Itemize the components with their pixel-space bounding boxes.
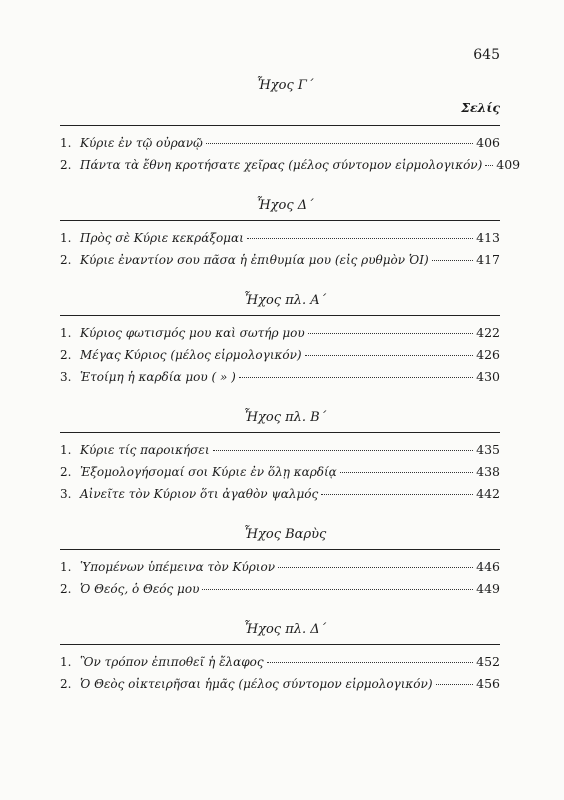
list-item (60, 154, 521, 176)
dot-leader (206, 143, 473, 144)
dot-leader (436, 684, 474, 685)
mode-heading: Ἦχος Γ΄ (256, 78, 314, 93)
mode-section (60, 198, 500, 271)
list-item (60, 483, 500, 505)
item-number: 2. (60, 158, 72, 172)
item-title: Ὃν τρόπον ἐπιποθεῖ ἡ ἔλαφος (80, 655, 264, 669)
dot-leader (305, 355, 474, 356)
item-number: 2. (60, 348, 72, 362)
dot-leader (239, 377, 473, 378)
item-page: 449 (476, 581, 500, 596)
list-item (60, 366, 500, 388)
mode-heading: Ἦχος πλ. Δ΄ (243, 622, 327, 637)
item-page: 417 (476, 252, 500, 267)
list-item (60, 227, 500, 249)
dot-leader (202, 589, 473, 590)
list-item (60, 322, 500, 344)
list-item (60, 439, 500, 461)
item-number: 1. (60, 655, 72, 669)
page-number: 645 (473, 47, 500, 63)
mode-section (60, 78, 521, 176)
dot-leader (432, 260, 474, 261)
item-page: 446 (476, 559, 500, 574)
item-page: 442 (476, 486, 500, 501)
dot-leader (247, 238, 473, 239)
item-number: 1. (60, 443, 72, 457)
item-number: 1. (60, 560, 72, 574)
dot-leader (213, 450, 474, 451)
item-number: 2. (60, 465, 72, 479)
item-title: Πάντα τὰ ἔθνη κροτήσατε χεῖρας (μέλος σύντομον εἱρμολογικόν) (80, 158, 483, 172)
item-page: 438 (476, 464, 500, 479)
item-number: 2. (60, 582, 72, 596)
list-item (60, 673, 500, 695)
section-divider (60, 125, 500, 126)
dot-leader (308, 333, 473, 334)
mode-heading: Ἦχος Δ΄ (256, 198, 314, 213)
item-title: Ὑπομένων ὑπέμεινα τὸν Κύριον (80, 560, 276, 574)
item-title: Ἑτοίμη ἡ καρδία μου ( » ) (80, 370, 236, 384)
item-page: 426 (476, 347, 500, 362)
list-item (60, 651, 500, 673)
section-divider (60, 644, 500, 645)
item-title: Ἐξομολογήσομαί σοι Κύριε ἐν ὅλῃ καρδίᾳ (80, 465, 337, 479)
list-item (60, 578, 500, 600)
dot-leader (267, 662, 474, 663)
dot-leader (340, 472, 473, 473)
item-page: 452 (476, 654, 500, 669)
item-title: Κύριε ἐν τῷ οὐρανῷ (80, 136, 203, 150)
item-page: 406 (476, 135, 500, 150)
mode-section (60, 622, 500, 695)
item-page: 409 (496, 157, 521, 172)
mode-section (60, 293, 500, 388)
item-title: Κύριε ἐναντίον σου πᾶσα ἡ ἐπιθυμία μου (εἰς ρυθμὸν ὉΙ) (80, 253, 429, 267)
item-number: 1. (60, 136, 72, 150)
mode-section (60, 527, 500, 600)
table-of-contents (60, 78, 521, 717)
section-divider (60, 220, 500, 221)
item-page: 430 (476, 369, 500, 384)
mode-section (60, 410, 500, 505)
list-item (60, 344, 500, 366)
item-title: Αἰνεῖτε τὸν Κύριον ὅτι ἀγαθὸν ψαλμός (80, 487, 319, 501)
item-number: 2. (60, 677, 72, 691)
section-divider (60, 432, 500, 433)
item-number: 3. (60, 370, 72, 384)
item-title: Πρὸς σὲ Κύριε κεκράξομαι (80, 231, 244, 245)
item-number: 2. (60, 253, 72, 267)
item-title: Κύριε τίς παροικήσει (80, 443, 210, 457)
item-page: 435 (476, 442, 500, 457)
item-title: Μέγας Κύριος (μέλος εἱρμολογικόν) (80, 348, 302, 362)
item-page: 422 (476, 325, 500, 340)
mode-heading: Ἦχος Βαρὺς (243, 527, 327, 542)
item-number: 1. (60, 231, 72, 245)
section-divider (60, 315, 500, 316)
item-title: Κύριος φωτισμός μου καὶ σωτήρ μου (80, 326, 305, 340)
list-item (60, 249, 500, 271)
item-page: 413 (476, 230, 500, 245)
section-divider (60, 549, 500, 550)
dot-leader (485, 165, 493, 166)
list-item (60, 461, 500, 483)
mode-heading: Ἦχος πλ. Α΄ (243, 293, 327, 308)
item-number: 1. (60, 326, 72, 340)
mode-heading: Ἦχος πλ. Β΄ (243, 410, 327, 425)
item-number: 3. (60, 487, 72, 501)
list-item (60, 132, 500, 154)
item-page: 456 (476, 676, 500, 691)
dot-leader (321, 494, 473, 495)
dot-leader (278, 567, 473, 568)
item-title: Ὁ Θεὸς οἰκτειρῆσαι ἡμᾶς (μέλος σύντομον εἱρμολογικόν) (80, 677, 433, 691)
item-title: Ὁ Θεός, ὁ Θεός μου (80, 582, 200, 596)
list-item (60, 556, 500, 578)
column-header-pages: Σελίς (461, 100, 500, 115)
